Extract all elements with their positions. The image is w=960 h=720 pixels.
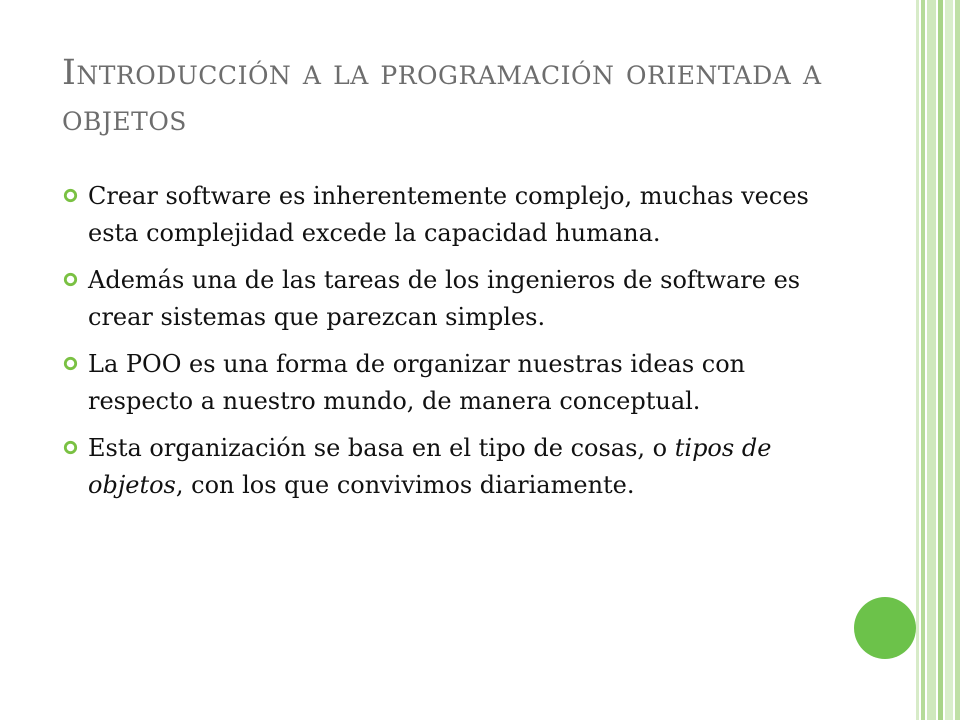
circle-outline-icon — [62, 271, 79, 288]
bullet-text: La POO es una forma de organizar nuestras ideas con respecto a nuestro mundo, de manera conceptual. — [88, 350, 746, 415]
decorative-stripe — [927, 0, 936, 720]
bullet-item — [62, 430, 852, 504]
decorative-stripe — [945, 0, 953, 720]
decorative-stripe — [921, 0, 925, 720]
bullet-item — [62, 346, 852, 420]
decorative-stripe — [916, 0, 919, 720]
decorative-stripe — [938, 0, 943, 720]
bullet-text: Crear software es inherentemente complejo, muchas veces esta complejidad excede la capacidad humana. — [88, 182, 809, 247]
bullet-text-italic: tipos de objetos — [88, 434, 772, 499]
circle-outline-icon — [62, 439, 79, 456]
bullet-item — [62, 262, 852, 336]
decorative-stripe — [955, 0, 960, 720]
bullet-item — [62, 178, 852, 252]
green-circle-decoration — [854, 597, 916, 659]
circle-outline-icon — [62, 355, 79, 372]
bullet-text: Además una de las tareas de los ingenieros de software es crear sistemas que parezcan simples. — [88, 266, 801, 331]
bullet-list — [62, 178, 852, 514]
circle-outline-icon — [62, 187, 79, 204]
bullet-text-part: , con los que convivimos diariamente. — [175, 471, 635, 499]
bullet-text-part: Esta organización se basa en el tipo de cosas, o — [88, 434, 675, 462]
slide-title: Introducción a la programación orientada a objetos — [62, 53, 822, 139]
